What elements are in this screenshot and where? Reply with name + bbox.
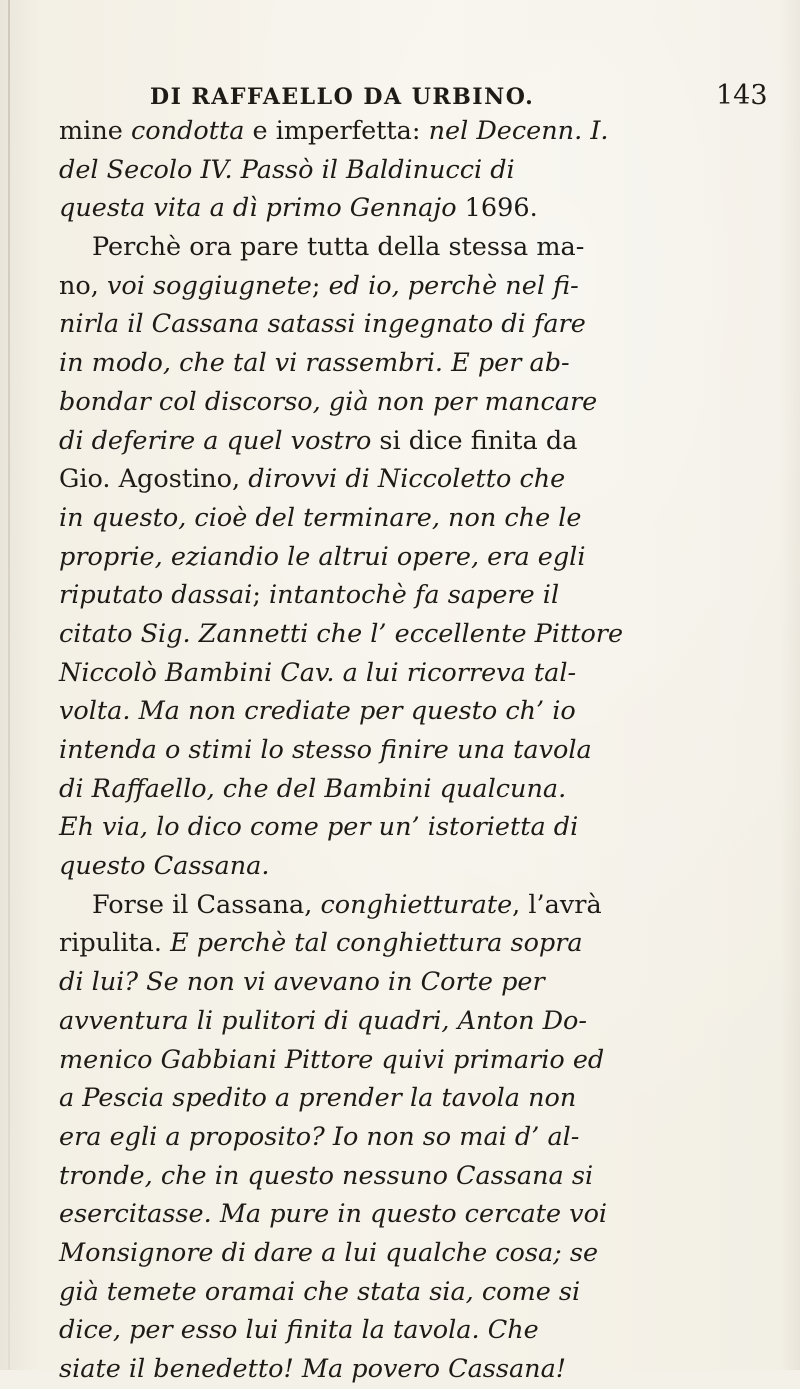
italic-text: di deferire a quel vostro [59,425,372,456]
text-line [59,576,759,615]
italic-text: esercitasse. Ma pure in questo cercate voi [59,1199,608,1230]
italic-text: dirovvi di Niccoletto che [248,464,566,495]
roman-text: si dice finita da [371,425,578,456]
italic-text: nel Decenn. I. [428,116,609,146]
italic-text: dice, per esso lui finita la tavola. Che [59,1315,539,1346]
italic-text: questo Cassana. [59,851,270,882]
page-gutter [8,0,10,1370]
italic-text: già temete oramai che stata sia, come si [59,1276,581,1307]
italic-text: E perchè tal conghiettura sopra [170,928,583,959]
italic-text: condotta [130,116,245,146]
text-line [59,267,759,306]
roman-text: e imperfetta: [244,116,429,146]
roman-text: ripulita. [59,928,171,959]
roman-text: mine [59,116,131,146]
running-head: DI RAFFAELLO DA URBINO. [150,84,535,110]
text-line [59,654,759,693]
roman-text: 1696. [464,193,538,224]
text-line [59,305,759,344]
text-line [59,731,759,770]
italic-text: del Secolo IV. Passò il Baldinucci di [59,154,515,185]
page-header [0,80,800,114]
text-line [59,770,759,809]
italic-text: avventura li pulitori di quadri, Anton Do- [59,1005,588,1036]
roman-text: no, [59,270,107,301]
text-line [59,1234,759,1273]
text-line [59,924,759,963]
italic-text: questa vita a dì primo Gennajo [59,193,465,224]
text-line [59,963,759,1002]
italic-text: a Pescia spedito a prender la tavola non [59,1083,577,1114]
text-line [59,692,759,731]
text-line [59,1041,759,1080]
body-text [59,112,759,1389]
italic-text: citato Sig. Zannetti che l’ eccellente Pittore [59,618,624,649]
italic-text: siate il benedetto! Ma povero Cassana! [59,1354,567,1384]
italic-text: Eh via, lo dico come per un’ istorietta di [59,812,579,843]
italic-text: era egli a proposito? Io non so mai d’ al- [59,1121,580,1152]
text-line [59,1157,759,1196]
text-line [59,228,759,267]
italic-text: volta. Ma non crediate per questo ch’ io [59,696,576,727]
text-line [59,460,759,499]
text-line [59,1118,759,1157]
text-line [59,538,759,577]
italic-text: Niccolò Bambini Cav. a lui ricorreva tal- [59,657,577,688]
text-line [59,112,759,151]
text-line [59,1350,759,1389]
roman-text: ; [311,270,329,301]
italic-text: voi soggiugnete [107,270,312,301]
page-number: 143 [716,80,768,111]
italic-text: ed io, perchè nel fi- [328,270,579,301]
text-line [59,847,759,886]
italic-text: in questo, cioè del terminare, non che le [59,502,582,533]
roman-text: ; [252,580,270,611]
italic-text: tronde, che in questo nessuno Cassana si [59,1160,594,1191]
roman-text: Gio. Agostino, [59,464,249,495]
italic-text: intenda o stimi lo stesso finire una tavola [59,735,592,765]
text-line [59,344,759,383]
roman-text: Perchè ora pare tutta della stessa ma- [92,232,585,263]
italic-text: proprie, eziandio le altrui opere, era egli [59,541,586,572]
italic-text: nirla il Cassana satassi ingegnato di fare [59,309,586,340]
text-line [59,499,759,538]
text-line [59,1002,759,1041]
text-line [59,1311,759,1350]
italic-text: in modo, che tal vi rassembri. E per ab- [59,348,570,379]
italic-text: intantochè fa sapere il [269,580,560,611]
italic-text: riputato dassai [59,580,253,611]
text-line [59,808,759,847]
italic-text: menico Gabbiani Pittore quivi primario ed [59,1044,605,1075]
italic-text: conghietturate [320,889,513,920]
text-line [59,886,759,925]
text-line [59,615,759,654]
text-line [59,422,759,461]
italic-text: di Raffaello, che del Bambini qualcuna. [59,773,567,804]
text-line [59,1195,759,1234]
text-line [59,151,759,190]
text-line [59,1079,759,1118]
text-line [59,189,759,228]
italic-text: bondar col discorso, già non per mancare [59,386,598,417]
text-line [59,383,759,422]
italic-text: Monsignore di dare a lui qualche cosa; se [59,1237,599,1268]
italic-text: di lui? Se non vi avevano in Corte per [59,967,545,998]
text-line [59,1273,759,1312]
roman-text: Forse il Cassana, [92,889,321,920]
roman-text: , l’avrà [512,889,602,920]
